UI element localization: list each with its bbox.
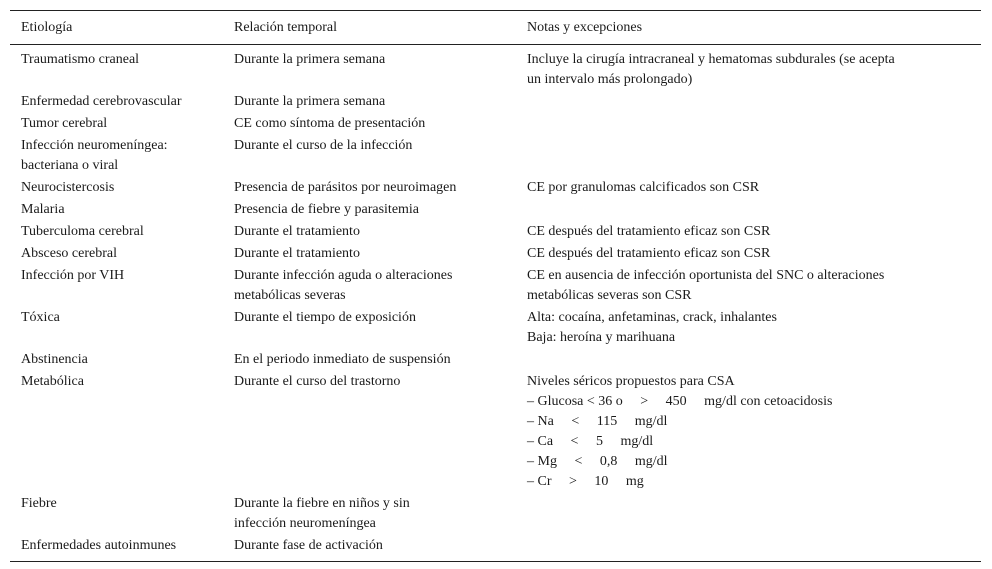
cell-text-line: CE por granulomas calcificados son CSR: [527, 180, 760, 195]
cell-notes: [527, 493, 981, 535]
cell-notes: [527, 371, 981, 493]
cell-text-line: Alta: cocaína, anfetaminas, crack, inhalantes: [527, 310, 777, 325]
cell-etiology: [10, 177, 234, 199]
cell-text-line: CE en ausencia de infección oportunista del SNC o alteraciones: [527, 268, 885, 283]
cell-temporal-relation: [234, 135, 527, 177]
cell-text-line: Durante el tratamiento: [234, 246, 360, 261]
cell-temporal-relation: [234, 221, 527, 243]
cell-notes: [527, 113, 981, 135]
table-row: [10, 177, 981, 199]
cell-text-line: Durante el tratamiento: [234, 224, 360, 239]
table-row: [10, 91, 981, 113]
cell-text-line: Infección por VIH: [21, 268, 125, 283]
cell-etiology: [10, 493, 234, 535]
cell-text-line: Tóxica: [21, 310, 60, 325]
cell-text-line: Tuberculoma cerebral: [21, 224, 144, 239]
header-temporal-relation: Relación temporal: [234, 11, 527, 45]
cell-text-line: metabólicas severas son CSR: [527, 288, 692, 303]
cell-temporal-relation: [234, 177, 527, 199]
table-row: [10, 265, 981, 307]
cell-text-line: Traumatismo craneal: [21, 52, 140, 67]
cell-text-line: Durante el tiempo de exposición: [234, 310, 416, 325]
cell-text-line: Presencia de fiebre y parasitemia: [234, 202, 420, 217]
cell-text-line: – Mg < 0,8 mg/dl: [527, 454, 668, 469]
cell-text-line: CE después del tratamiento eficaz son CSR: [527, 224, 771, 239]
cell-notes: [527, 243, 981, 265]
cell-text-line: Absceso cerebral: [21, 246, 118, 261]
table-row: [10, 349, 981, 371]
cell-etiology: [10, 91, 234, 113]
cell-notes: [527, 535, 981, 562]
cell-etiology: [10, 535, 234, 562]
table-body: [10, 45, 981, 562]
cell-temporal-relation: [234, 243, 527, 265]
cell-text-line: Presencia de parásitos por neuroimagen: [234, 180, 457, 195]
cell-temporal-relation: [234, 113, 527, 135]
table-header: [10, 11, 981, 45]
cell-temporal-relation: [234, 265, 527, 307]
cell-etiology: [10, 265, 234, 307]
cell-text-line: CE como síntoma de presentación: [234, 116, 426, 131]
cell-etiology: [10, 371, 234, 493]
table-row: [10, 135, 981, 177]
cell-temporal-relation: [234, 199, 527, 221]
cell-temporal-relation: [234, 91, 527, 113]
cell-etiology: [10, 113, 234, 135]
cell-text-line: – Glucosa < 36 o > 450 mg/dl con cetoacidosis: [527, 394, 833, 409]
table-row: [10, 221, 981, 243]
cell-text-line: Niveles séricos propuestos para CSA: [527, 374, 735, 389]
cell-notes: [527, 135, 981, 177]
table-row: [10, 493, 981, 535]
table-row: [10, 45, 981, 92]
table-row: [10, 113, 981, 135]
cell-text-line: Durante la primera semana: [234, 52, 386, 67]
cell-etiology: [10, 199, 234, 221]
header-etiology: Etiología: [10, 11, 234, 45]
cell-etiology: [10, 349, 234, 371]
table-row: [10, 199, 981, 221]
cell-text-line: En el periodo inmediato de suspensión: [234, 352, 451, 367]
cell-text-line: Durante la primera semana: [234, 94, 386, 109]
cell-text-line: – Cr > 10 mg: [527, 474, 644, 489]
cell-notes: [527, 91, 981, 113]
table-row: [10, 371, 981, 493]
cell-notes: [527, 199, 981, 221]
cell-text-line: Incluye la cirugía intracraneal y hematomas subdurales (se acepta: [527, 52, 895, 67]
cell-text-line: infección neuromeníngea: [234, 516, 376, 531]
cell-notes: [527, 265, 981, 307]
cell-text-line: Durante el curso de la infección: [234, 138, 413, 153]
cell-text-line: un intervalo más prolongado): [527, 72, 693, 87]
cell-text-line: bacteriana o viral: [21, 158, 119, 173]
cell-etiology: [10, 221, 234, 243]
cell-etiology: [10, 45, 234, 92]
cell-notes: [527, 349, 981, 371]
cell-text-line: Neurocistercosis: [21, 180, 115, 195]
cell-text-line: CE después del tratamiento eficaz son CSR: [527, 246, 771, 261]
header-notes: Notas y excepciones: [527, 11, 981, 45]
cell-text-line: Infección neuromeníngea:: [21, 138, 168, 153]
cell-text-line: Enfermedades autoinmunes: [21, 538, 177, 553]
cell-etiology: [10, 243, 234, 265]
cell-text-line: Enfermedad cerebrovascular: [21, 94, 182, 109]
cell-temporal-relation: [234, 371, 527, 493]
cell-notes: [527, 221, 981, 243]
cell-temporal-relation: [234, 45, 527, 92]
cell-temporal-relation: [234, 307, 527, 349]
cell-notes: [527, 45, 981, 92]
header-row: [10, 11, 981, 45]
cell-etiology: [10, 307, 234, 349]
table-row: [10, 243, 981, 265]
cell-temporal-relation: [234, 535, 527, 562]
cell-text-line: Metabólica: [21, 374, 84, 389]
etiology-table: [10, 10, 981, 562]
cell-text-line: Durante fase de activación: [234, 538, 383, 553]
cell-notes: [527, 307, 981, 349]
cell-text-line: Fiebre: [21, 496, 57, 511]
cell-text-line: Malaria: [21, 202, 65, 217]
cell-notes: [527, 177, 981, 199]
cell-text-line: Durante la fiebre en niños y sin: [234, 496, 410, 511]
table-row: [10, 535, 981, 562]
cell-text-line: Baja: heroína y marihuana: [527, 330, 676, 345]
etiology-table-container: [10, 10, 981, 562]
cell-temporal-relation: [234, 349, 527, 371]
cell-text-line: Durante infección aguda o alteraciones: [234, 268, 453, 283]
cell-text-line: Tumor cerebral: [21, 116, 108, 131]
cell-text-line: Durante el curso del trastorno: [234, 374, 401, 389]
cell-etiology: [10, 135, 234, 177]
cell-text-line: metabólicas severas: [234, 288, 346, 303]
cell-text-line: Abstinencia: [21, 352, 88, 367]
table-row: [10, 307, 981, 349]
cell-text-line: – Ca < 5 mg/dl: [527, 434, 654, 449]
cell-text-line: – Na < 115 mg/dl: [527, 414, 668, 429]
cell-temporal-relation: [234, 493, 527, 535]
